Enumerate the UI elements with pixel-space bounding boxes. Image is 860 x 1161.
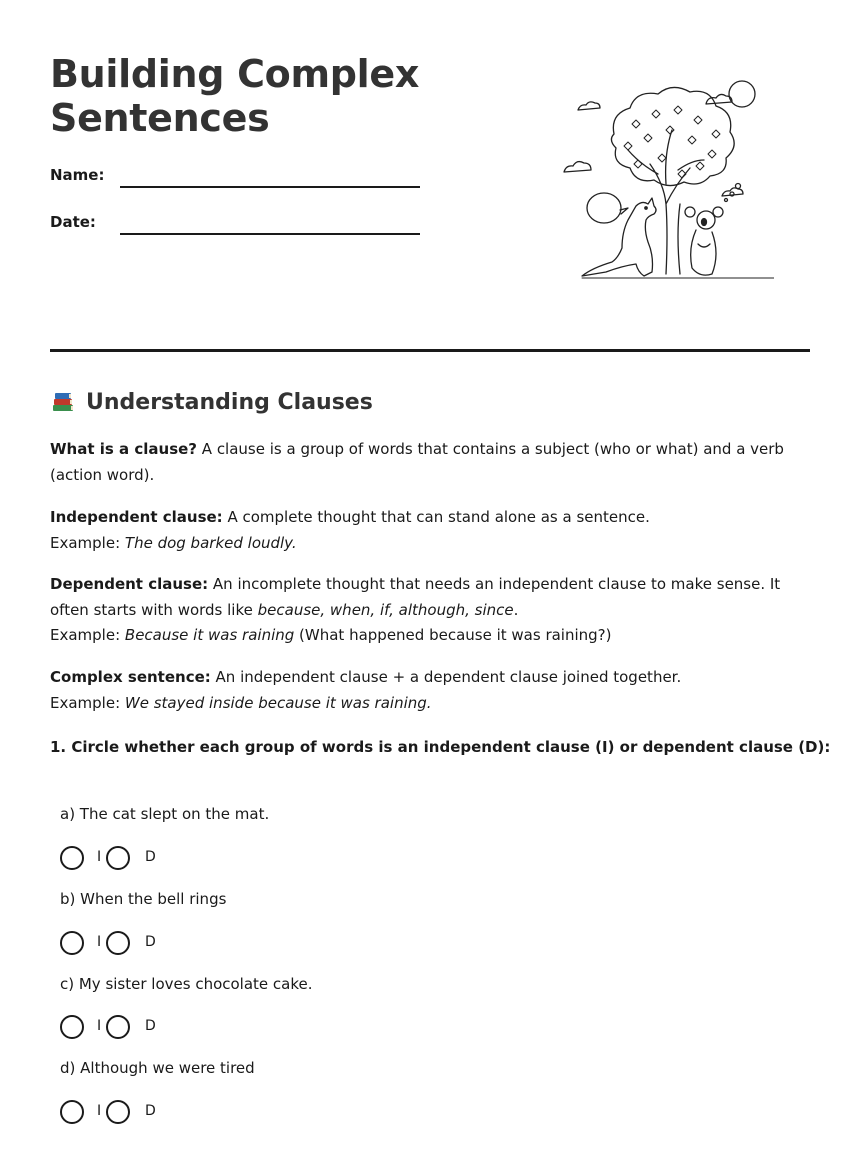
- dependent-example: Because it was raining: [124, 626, 295, 644]
- clause-term: What is a clause?: [50, 440, 198, 458]
- radio-option-i[interactable]: [60, 931, 84, 955]
- title-line-2: Sentences: [50, 96, 270, 140]
- option-d-label: D: [145, 849, 156, 865]
- independent-example-label: Example:: [50, 533, 125, 552]
- name-label: Name:: [50, 166, 105, 184]
- date-line[interactable]: [120, 233, 420, 235]
- complex-example-label: Example:: [50, 693, 125, 712]
- option-d-label: D: [145, 1103, 156, 1119]
- radio-option-d[interactable]: [106, 931, 130, 955]
- option-d-label: D: [145, 934, 156, 950]
- header-divider: [50, 349, 810, 352]
- option-i-label: I: [97, 849, 102, 865]
- complex-example: We stayed inside because it was raining.: [124, 693, 432, 712]
- name-field: [50, 166, 104, 184]
- radio-option-d[interactable]: [106, 846, 130, 870]
- complex-text: An independent clause + a dependent clause joined together.: [210, 668, 682, 686]
- clause-definition: [50, 437, 812, 488]
- choice-row-b: [60, 931, 260, 957]
- books-icon: [50, 389, 76, 415]
- choice-row-c: [60, 1015, 260, 1041]
- radio-option-i[interactable]: [60, 846, 84, 870]
- complex-term: Complex sentence:: [50, 668, 211, 686]
- option-i-label: I: [97, 1018, 102, 1034]
- title-line-1: Building Complex: [50, 52, 420, 96]
- independent-text: A complete thought that can stand alone as a sentence.: [222, 508, 650, 526]
- radio-option-i[interactable]: [60, 1015, 84, 1039]
- radio-option-d[interactable]: [106, 1100, 130, 1124]
- exercise-item-c: c) My sister loves chocolate cake.: [60, 975, 313, 993]
- independent-definition: [50, 505, 812, 556]
- dependent-example-label: Example:: [50, 626, 125, 644]
- name-line[interactable]: [120, 186, 420, 188]
- option-i-label: I: [97, 934, 102, 950]
- exercise-question: 1. Circle whether each group of words is an independent clause (I) or dependent clause (D):: [50, 738, 831, 756]
- exercise-item-d: d) Although we were tired: [60, 1059, 255, 1077]
- option-d-label: D: [145, 1018, 156, 1034]
- independent-example: The dog barked loudly.: [124, 533, 297, 552]
- option-i-label: I: [97, 1103, 102, 1119]
- dependent-term: Dependent clause:: [50, 575, 209, 593]
- dependent-example-note: (What happened because it was raining?): [294, 626, 612, 644]
- dependent-words: because, when, if, although, since: [257, 600, 514, 619]
- dependent-period: .: [513, 600, 519, 619]
- complex-definition: [50, 665, 812, 716]
- page-title: [50, 52, 470, 140]
- radio-option-i[interactable]: [60, 1100, 84, 1124]
- dependent-text: An incomplete thought that needs an independent clause to make sense. It often starts with words like: [50, 575, 781, 619]
- choice-row-a: [60, 846, 260, 872]
- clause-text: A clause is a group of words that contains a subject (who or what) and a verb (action word).: [50, 440, 784, 484]
- date-label: Date:: [50, 213, 96, 231]
- radio-option-d[interactable]: [106, 1015, 130, 1039]
- dependent-definition: [50, 572, 812, 649]
- kangaroo-koala-tree-illustration: [562, 74, 774, 286]
- independent-term: Independent clause:: [50, 508, 223, 526]
- section-heading-text: Understanding Clauses: [86, 389, 373, 415]
- choice-row-d: [60, 1100, 260, 1126]
- section-heading: [50, 389, 373, 415]
- date-field: [50, 213, 96, 231]
- exercise-item-a: a) The cat slept on the mat.: [60, 805, 270, 823]
- exercise-item-b: b) When the bell rings: [60, 890, 227, 908]
